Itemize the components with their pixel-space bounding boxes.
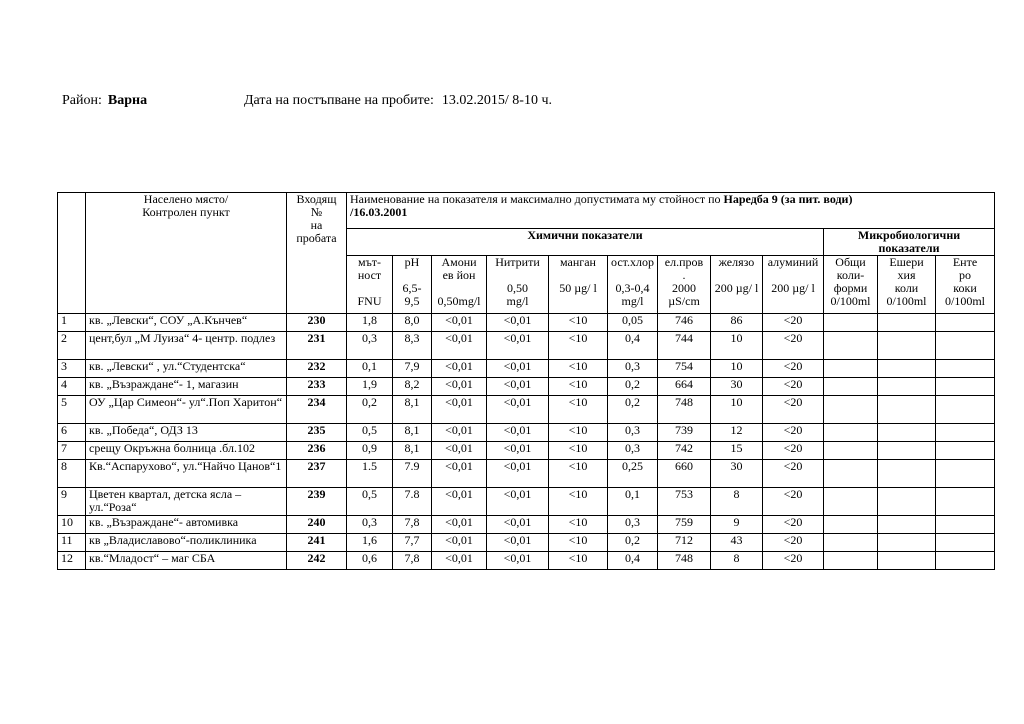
row-place-cell: цент,бул „М Луиза“ 4- центр. подлез (86, 332, 287, 360)
row-value-cell: 8,1 (393, 442, 432, 460)
row-value-cell: <0,01 (432, 360, 487, 378)
row-value-cell: <10 (549, 442, 608, 460)
row-value-cell: <10 (549, 488, 608, 516)
row-value-cell: 754 (658, 360, 711, 378)
table-row (58, 332, 995, 360)
row-micro-empty-cell (936, 360, 995, 378)
row-micro-empty-cell (878, 332, 936, 360)
row-place-cell: кв. „Левски“, СОУ „А.Кънчев“ (86, 314, 287, 332)
row-value-cell: 86 (711, 314, 763, 332)
param-header-line: Общи (835, 255, 866, 269)
row-number-cell: 12 (58, 552, 86, 570)
row-number-cell: 3 (58, 360, 86, 378)
param-header-line: Енте (952, 255, 978, 269)
param-header-cell (432, 256, 487, 314)
header-incoming-cell (287, 193, 347, 314)
group-chemical: Химични показатели (347, 229, 824, 256)
row-value-cell: <20 (763, 442, 824, 460)
header-title-text: Наименование на показателя и максимално допустимата му стойност по (350, 192, 724, 206)
param-header-line: ност (357, 268, 382, 282)
row-micro-empty-cell (824, 332, 878, 360)
row-value-cell: 0,4 (608, 332, 658, 360)
param-header-line: мът- (357, 255, 382, 269)
row-value-cell: 744 (658, 332, 711, 360)
param-header-line: коли- (836, 268, 865, 282)
row-value-cell: 0,05 (608, 314, 658, 332)
param-header-line: 0/100ml (886, 294, 927, 308)
row-value-cell: <0,01 (432, 552, 487, 570)
row-place-cell: ОУ „Цар Симеон“- ул“.Поп Харитон“ (86, 396, 287, 424)
table-row (58, 552, 995, 570)
header-title-cell (347, 193, 995, 229)
row-value-cell: <0,01 (487, 460, 549, 488)
param-header-line: ро (959, 268, 972, 282)
row-micro-empty-cell (878, 516, 936, 534)
param-header-line: Ешери (889, 255, 924, 269)
row-value-cell: <10 (549, 332, 608, 360)
row-incoming-id-cell: 232 (287, 360, 347, 378)
row-incoming-id-cell: 234 (287, 396, 347, 424)
table-row (58, 488, 995, 516)
row-value-cell: 748 (658, 552, 711, 570)
row-number-cell: 4 (58, 378, 86, 396)
row-value-cell: <10 (549, 314, 608, 332)
row-value-cell: 8,1 (393, 396, 432, 424)
row-micro-empty-cell (878, 396, 936, 424)
row-value-cell: 8,2 (393, 378, 432, 396)
param-header-line: ел.пров (664, 255, 704, 269)
row-micro-empty-cell (936, 488, 995, 516)
header-title-date: /16.03.2001 (350, 205, 408, 219)
row-micro-empty-cell (878, 552, 936, 570)
row-value-cell: <0,01 (487, 534, 549, 552)
row-value-cell: <0,01 (432, 314, 487, 332)
row-micro-empty-cell (824, 460, 878, 488)
row-micro-empty-cell (824, 396, 878, 424)
table-row (58, 516, 995, 534)
row-micro-empty-cell (824, 552, 878, 570)
table-row (58, 424, 995, 442)
row-value-cell: <20 (763, 424, 824, 442)
row-value-cell: <0,01 (432, 396, 487, 424)
row-value-cell: <10 (549, 396, 608, 424)
row-value-cell: <0,01 (432, 378, 487, 396)
date-value: 13.02.2015/ 8-10 ч. (441, 93, 552, 108)
row-value-cell: <10 (549, 552, 608, 570)
table-row (58, 442, 995, 460)
row-value-cell: <10 (549, 516, 608, 534)
row-place-cell: кв. „Левски“ , ул.“Студентска“ (86, 360, 287, 378)
row-value-cell: 748 (658, 396, 711, 424)
row-micro-empty-cell (936, 442, 995, 460)
results-table (57, 192, 995, 570)
row-value-cell: <0,01 (487, 378, 549, 396)
header-empty-cell (58, 193, 86, 314)
row-micro-empty-cell (878, 378, 936, 396)
row-value-cell: <20 (763, 396, 824, 424)
param-header-line: 200 µg/ l (714, 281, 759, 295)
param-header-cell (711, 256, 763, 314)
table-row (58, 460, 995, 488)
row-number-cell: 6 (58, 424, 86, 442)
row-value-cell: 759 (658, 516, 711, 534)
row-value-cell: 8 (711, 552, 763, 570)
row-value-cell: 30 (711, 378, 763, 396)
param-header-line: алуминий (767, 255, 819, 269)
row-value-cell: 8,1 (393, 424, 432, 442)
header-incoming-line: пробата (296, 231, 337, 245)
row-place-cell: Кв.“Аспарухово“, ул.“Найчо Цанов“1 (86, 460, 287, 488)
row-value-cell: <20 (763, 360, 824, 378)
row-micro-empty-cell (936, 314, 995, 332)
header-row-title (58, 193, 995, 229)
row-value-cell: 8,3 (393, 332, 432, 360)
row-value-cell: 10 (711, 332, 763, 360)
row-value-cell: 1,8 (347, 314, 393, 332)
row-value-cell: 0,3 (347, 516, 393, 534)
row-value-cell: <20 (763, 332, 824, 360)
row-micro-empty-cell (824, 424, 878, 442)
date-label: Дата на постъпване на пробите: (244, 93, 434, 108)
param-header-line: Нитрити (495, 255, 540, 269)
row-place-cell: срещу Окръжна болница .бл.102 (86, 442, 287, 460)
row-value-cell: 12 (711, 424, 763, 442)
param-header-cell (549, 256, 608, 314)
row-value-cell: 1.5 (347, 460, 393, 488)
row-incoming-id-cell: 237 (287, 460, 347, 488)
row-value-cell: 9 (711, 516, 763, 534)
row-micro-empty-cell (878, 460, 936, 488)
row-value-cell: 0,3 (347, 332, 393, 360)
row-value-cell: 0,3 (608, 516, 658, 534)
row-incoming-id-cell: 242 (287, 552, 347, 570)
row-value-cell: <20 (763, 488, 824, 516)
param-header-line: ост.хлор (611, 255, 654, 269)
row-value-cell: <0,01 (432, 516, 487, 534)
row-value-cell: 10 (711, 396, 763, 424)
row-value-cell: <0,01 (432, 460, 487, 488)
param-header-line: коки (953, 281, 977, 295)
row-number-cell: 7 (58, 442, 86, 460)
row-micro-empty-cell (936, 424, 995, 442)
row-value-cell: 30 (711, 460, 763, 488)
row-value-cell: <10 (549, 424, 608, 442)
header-incoming-line: на (310, 218, 323, 232)
row-micro-empty-cell (824, 442, 878, 460)
table-row (58, 396, 995, 424)
row-value-cell: 0,6 (347, 552, 393, 570)
row-value-cell: 7.9 (393, 460, 432, 488)
row-value-cell: 660 (658, 460, 711, 488)
row-value-cell: 0,2 (608, 396, 658, 424)
row-micro-empty-cell (878, 360, 936, 378)
date-block (244, 93, 552, 109)
row-value-cell: 7,9 (393, 360, 432, 378)
row-value-cell: <0,01 (487, 314, 549, 332)
param-header-line: форми (833, 281, 868, 295)
row-value-cell: 739 (658, 424, 711, 442)
param-header-line: 0/100ml (830, 294, 871, 308)
header-incoming-line: Входящ (296, 192, 337, 206)
row-micro-empty-cell (936, 378, 995, 396)
row-incoming-id-cell: 240 (287, 516, 347, 534)
row-incoming-id-cell: 231 (287, 332, 347, 360)
row-incoming-id-cell: 236 (287, 442, 347, 460)
row-micro-empty-cell (878, 442, 936, 460)
param-header-line: 0,50 (507, 281, 528, 295)
row-number-cell: 9 (58, 488, 86, 516)
row-value-cell: 10 (711, 360, 763, 378)
param-header-line: µS/cm (668, 294, 700, 308)
param-header-line: 200 µg/ l (771, 281, 815, 295)
row-value-cell: 0,2 (347, 396, 393, 424)
row-value-cell: 0,2 (608, 534, 658, 552)
row-incoming-id-cell: 235 (287, 424, 347, 442)
row-value-cell: 43 (711, 534, 763, 552)
row-value-cell: <10 (549, 360, 608, 378)
row-value-cell: <10 (549, 378, 608, 396)
row-value-cell: <0,01 (432, 442, 487, 460)
param-header-line: mg/l (506, 294, 529, 308)
row-micro-empty-cell (936, 534, 995, 552)
param-header-line: 50 µg/ l (559, 281, 597, 295)
row-value-cell: 1,6 (347, 534, 393, 552)
param-header-line: . (682, 268, 686, 282)
header-place-line: Контролен пункт (142, 205, 230, 219)
row-value-cell: <0,01 (487, 442, 549, 460)
param-header-line: pH (404, 255, 420, 269)
region-value: Варна (107, 93, 148, 108)
param-header-cell (393, 256, 432, 314)
row-value-cell: 7,7 (393, 534, 432, 552)
param-header-line: ев йон (442, 268, 476, 282)
row-value-cell: <20 (763, 534, 824, 552)
row-micro-empty-cell (878, 314, 936, 332)
region-label: Район: (62, 93, 102, 108)
row-value-cell: 0,5 (347, 488, 393, 516)
row-value-cell: 746 (658, 314, 711, 332)
param-header-line: 0,3-0,4 (615, 281, 650, 295)
param-header-cell (878, 256, 936, 314)
param-header-line: 0,50mg/l (437, 294, 481, 308)
row-value-cell: 664 (658, 378, 711, 396)
param-header-line: 0/100ml (945, 294, 986, 308)
param-header-cell (936, 256, 995, 314)
row-micro-empty-cell (936, 460, 995, 488)
param-header-line: 6,5- (402, 281, 422, 295)
row-value-cell: 0,9 (347, 442, 393, 460)
row-value-cell: 0,4 (608, 552, 658, 570)
header-incoming-line: № (310, 205, 323, 219)
row-value-cell: <0,01 (432, 488, 487, 516)
row-number-cell: 11 (58, 534, 86, 552)
row-micro-empty-cell (936, 396, 995, 424)
row-value-cell: <20 (763, 378, 824, 396)
row-value-cell: <10 (549, 460, 608, 488)
row-value-cell: 712 (658, 534, 711, 552)
row-place-cell: Цветен квартал, детска ясла – ул.“Роза“ (86, 488, 287, 516)
row-incoming-id-cell: 241 (287, 534, 347, 552)
row-value-cell: 1,9 (347, 378, 393, 396)
row-value-cell: <0,01 (432, 332, 487, 360)
row-incoming-id-cell: 233 (287, 378, 347, 396)
row-micro-empty-cell (824, 360, 878, 378)
group-microbiological: Микробиологични показатели (824, 229, 995, 256)
row-value-cell: 753 (658, 488, 711, 516)
row-value-cell: 15 (711, 442, 763, 460)
header-title-bold: Наредба 9 (за пит. води) (723, 192, 853, 206)
row-value-cell: <10 (549, 534, 608, 552)
row-number-cell: 5 (58, 396, 86, 424)
row-micro-empty-cell (936, 332, 995, 360)
row-micro-empty-cell (878, 488, 936, 516)
row-number-cell: 2 (58, 332, 86, 360)
row-value-cell: <0,01 (487, 332, 549, 360)
row-value-cell: 0,25 (608, 460, 658, 488)
row-value-cell: 0,3 (608, 424, 658, 442)
row-value-cell: <0,01 (487, 488, 549, 516)
row-number-cell: 8 (58, 460, 86, 488)
row-number-cell: 1 (58, 314, 86, 332)
row-incoming-id-cell: 239 (287, 488, 347, 516)
row-value-cell: <20 (763, 552, 824, 570)
row-value-cell: <0,01 (487, 396, 549, 424)
row-value-cell: 742 (658, 442, 711, 460)
row-value-cell: 7.8 (393, 488, 432, 516)
param-header-line: 9,5 (404, 294, 420, 308)
row-value-cell: <0,01 (432, 424, 487, 442)
row-micro-empty-cell (936, 552, 995, 570)
row-value-cell: <0,01 (487, 516, 549, 534)
param-header-line: FNU (357, 294, 382, 308)
row-micro-empty-cell (824, 488, 878, 516)
param-header-line: mg/l (621, 294, 644, 308)
table-row (58, 534, 995, 552)
row-value-cell: <0,01 (432, 534, 487, 552)
row-value-cell: 0,3 (608, 360, 658, 378)
param-header-cell (608, 256, 658, 314)
param-header-line: 2000 (672, 281, 696, 295)
row-value-cell: <0,01 (487, 552, 549, 570)
row-place-cell: кв „Владиславово“-поликлиника (86, 534, 287, 552)
param-header-cell (824, 256, 878, 314)
row-incoming-id-cell: 230 (287, 314, 347, 332)
row-place-cell: кв. „Възраждане“- 1, магазин (86, 378, 287, 396)
header-place-line: Населено място/ (143, 192, 229, 206)
header-place-cell (86, 193, 287, 314)
row-value-cell: 0,1 (347, 360, 393, 378)
table-row (58, 360, 995, 378)
row-value-cell: 0,5 (347, 424, 393, 442)
row-micro-empty-cell (936, 516, 995, 534)
table-row (58, 314, 995, 332)
row-place-cell: кв.“Младост“ – маг СБА (86, 552, 287, 570)
param-header-cell (487, 256, 549, 314)
row-value-cell: 7,8 (393, 552, 432, 570)
row-value-cell: 0,3 (608, 442, 658, 460)
row-micro-empty-cell (824, 534, 878, 552)
param-header-cell (658, 256, 711, 314)
row-place-cell: кв. „Победа“, ОДЗ 13 (86, 424, 287, 442)
row-value-cell: 8 (711, 488, 763, 516)
param-header-line: желязо (718, 255, 755, 269)
row-value-cell: 8,0 (393, 314, 432, 332)
row-value-cell: 7,8 (393, 516, 432, 534)
row-place-cell: кв. „Възраждане“- автомивка (86, 516, 287, 534)
row-value-cell: <20 (763, 460, 824, 488)
row-micro-empty-cell (824, 516, 878, 534)
document-header (62, 93, 962, 109)
param-header-line: хия (897, 268, 916, 282)
param-header-line: манган (560, 255, 596, 269)
row-value-cell: <20 (763, 314, 824, 332)
row-micro-empty-cell (878, 424, 936, 442)
param-header-line: коли (894, 281, 919, 295)
row-micro-empty-cell (878, 534, 936, 552)
row-value-cell: 0,1 (608, 488, 658, 516)
row-value-cell: <0,01 (487, 360, 549, 378)
row-value-cell: <20 (763, 516, 824, 534)
row-value-cell: <0,01 (487, 424, 549, 442)
row-number-cell: 10 (58, 516, 86, 534)
row-micro-empty-cell (824, 378, 878, 396)
param-header-cell (347, 256, 393, 314)
table-body (58, 193, 995, 570)
row-value-cell: 0,2 (608, 378, 658, 396)
param-header-line: Амони (441, 255, 477, 269)
param-header-cell (763, 256, 824, 314)
table-row (58, 378, 995, 396)
row-micro-empty-cell (824, 314, 878, 332)
